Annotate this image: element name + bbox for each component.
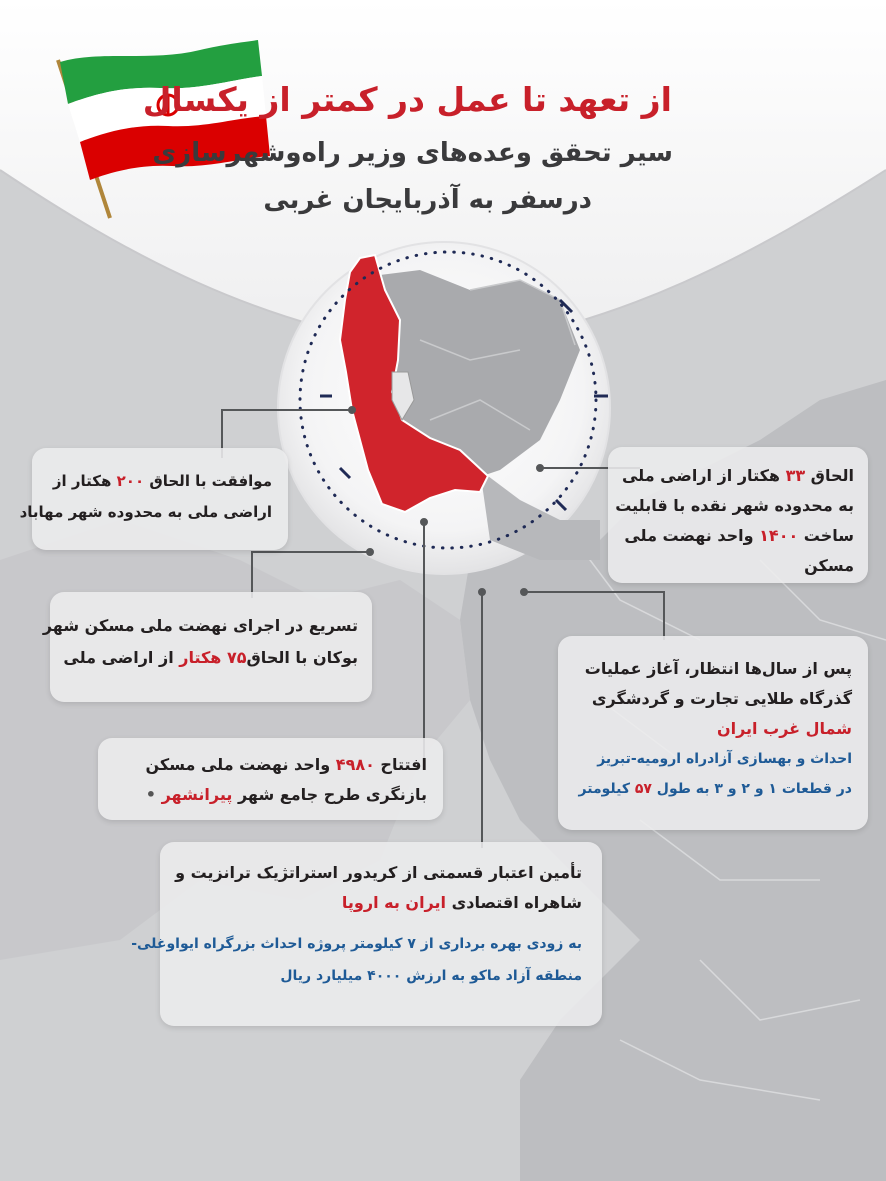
main-title: از تعهد تا عمل در کمتر از یکسال — [142, 80, 672, 119]
bukan-line-1: تسریع در اجرای نهضت ملی مسکن شهر — [42, 616, 358, 635]
naqadeh-line-2: به محدوده شهر نقده با قابلیت — [615, 496, 854, 515]
naqadeh-line-3: ساخت ۱۴۰۰ واحد نهضت ملی — [624, 526, 854, 545]
mahabad-line-1: موافقت با الحاق ۲۰۰ هکتار از — [52, 472, 272, 490]
naqadeh-info-box — [608, 447, 868, 583]
gateway-info-box — [558, 636, 868, 830]
bukan-line-2: بوکان با الحاق۷۵ هکتار از اراضی ملی — [63, 648, 358, 667]
naqadeh-line-1: الحاق ۳۳ هکتار از اراضی ملی — [621, 466, 854, 485]
bukan-info-box — [42, 592, 372, 702]
corridor-line-1: تأمین اعتبار قسمتی از کریدور استراتژیک ترانزیت و — [175, 863, 582, 882]
gateway-line-2: گذرگاه طلایی تجارت و گردشگری — [591, 689, 852, 708]
gateway-line-4: احداث و بهسازی آزادراه ارومیه-تبریز — [597, 751, 852, 767]
naqadeh-line-4: مسکن — [804, 556, 854, 575]
gateway-line-3: شمال غرب ایران — [716, 719, 852, 738]
gateway-line-5: در قطعات ۱ و ۲ و ۳ به طول ۵۷ کیلومتر — [578, 781, 852, 797]
mahabad-info-box — [19, 448, 288, 550]
gateway-line-1: پس از سال‌ها انتظار، آغاز عملیات — [584, 659, 852, 678]
subtitle-line-1: سیر تحقق وعده‌های وزیر راه‌وشهرسازی — [152, 138, 673, 168]
piranshahr-line-2: بازنگری طرح جامع شهر پیرانشهر • — [108, 780, 427, 810]
corridor-line-4: منطقه آزاد ماکو به ارزش ۴۰۰۰ میلیارد ریال — [280, 968, 582, 984]
corridor-info-box — [131, 842, 602, 1026]
subtitle-line-2: درسفر به آذربایجان غربی — [263, 185, 592, 215]
mahabad-line-2: اراضی ملی به محدوده شهر مهاباد — [19, 503, 272, 521]
corridor-line-2: شاهراه اقتصادی ایران به اروپا — [341, 893, 582, 912]
corridor-line-3: به زودی بهره برداری از ۷ کیلومتر پروژه احداث بزرگراه ایواوغلی- — [131, 936, 582, 952]
piranshahr-line-1: افتتاح ۴۹۸۰ واحد نهضت ملی مسکن — [145, 755, 427, 774]
piranshahr-info-box — [98, 738, 443, 820]
